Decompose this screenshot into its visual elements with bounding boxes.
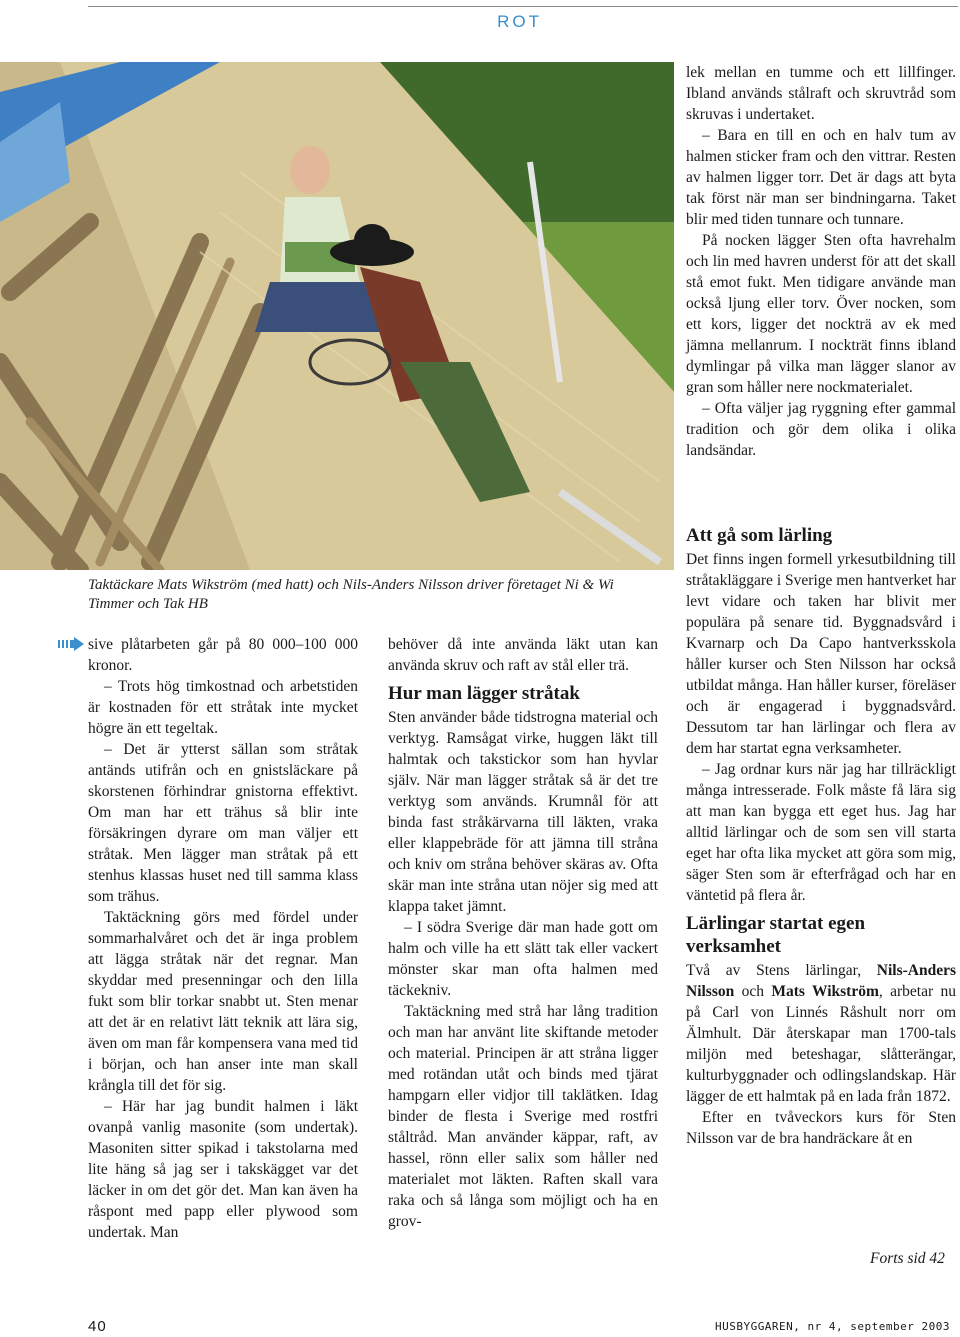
body-paragraph: – Här har jag bundit halmen i läkt ovanpå vanlig masonite (som undertak). Masoniten sitter spikad i takstolarna med lite häng så jag ser i takskägget var det läcker in om det gör det. Man kan även ha råspont med papp eller plywood som undertak. Man [88, 1098, 358, 1241]
photo-caption: Taktäckare Mats Wikström (med hatt) och Nils-Anders Nilsson driver företaget Ni & Wi Timmer och Tak HB [88, 577, 614, 612]
person-name: Mats Wikström [771, 983, 879, 1000]
body-paragraph: Taktäckning med strå har lång tradition och man har använt lite skiftande metoder och material. Principen är att stråna ligger med rotändan utåt och binds med tjärat hampgarn eller vidjor till taklätken. Idag binder de flesta i Sverige med rostfri ståltråd. Man använder käppar, raft, av hassel, rönn eller salix som håller ned materialet mot läkten. Raften skall vara raka och så långa som möjligt och ha en grov- [388, 1003, 658, 1230]
body-paragraph: sive plåtarbeten går på 80 000–100 000 kronor. [88, 636, 358, 674]
body-paragraph: – Trots hög timkostnad och arbetstiden är kostnaden för ett stråtak inte mycket högre än ett tegeltak. [88, 678, 358, 737]
page-number: 40 [88, 1318, 107, 1335]
continued-on-link: Forts sid 42 [870, 1250, 945, 1267]
body-paragraph: – Ofta väljer jag ryggning efter gammal tradition och gör dem olika i olika landsändar. [686, 400, 956, 459]
body-paragraph: – Det är ytterst sällan som stråtak antänds utifrån och en gnistsläckare på skorstenen förhindrar gnistorna effektivt. Om man har ett trähus så blir inte försäkringen dyrare om man väljer ett stråtak. Men lägger man stråtak på ett stenhus klassas huset ned till samma klass som trähus. [88, 741, 358, 905]
text-run: Två av Stens lärlingar, [686, 962, 877, 979]
continuation-lead [88, 634, 358, 676]
body-paragraph: lek mellan en tumme och ett lillfinger. Ibland används stålraft och skruvtråd som skruvas i undertaket. [686, 64, 956, 123]
body-paragraph: Sten använder både tidstrogna material och verktyg. Ramsågat virke, huggen läkt till halmtak och takstickor som han hyvlar själv. När man lägger stråtak så är det tre verktyg som används. Krumnål för att binda fast stråkärvarna till läkten, vraka eller klappebräde för att jämna till stråna och kniv om stråna behöver skäras av. Ofta skär man inte stråna utan nöjer sig med att klappa taket jämnt. [388, 709, 658, 915]
body-paragraph: – Jag ordnar kurs när jag har tillräckligt många intresserade. Folk måste få lära sig att man kan bygga ett eget hus. Jag har alltid lärlingar och de som sen vill starta eget har ofta lika mycket att göra som mig, säger Sten som är efterfrågad och har en väntetid på flera år. [686, 761, 956, 904]
column-3-top [686, 62, 956, 461]
subheading: Att gå som lärling [686, 525, 833, 546]
body-paragraph: behöver då inte använda läkt utan kan använda skruv och raft av stål eller trä. [388, 636, 658, 674]
section-label: ROT [497, 12, 542, 31]
continuation-arrow-icon [58, 637, 84, 651]
subheading: Hur man lägger stråtak [388, 683, 580, 704]
publication-footer: HUSBYGGAREN, nr 4, september 2003 [714, 1320, 950, 1333]
body-paragraph: – I södra Sverige där man hade gott om halm och ville ha ett slätt tak eller vackert mönster skar man ofta halmen med täckekniv. [388, 919, 658, 999]
body-paragraph: – Bara en till en och en halv tum av halmen sticker fram och den vittrar. Resten av halmen ligger torr. Det är dags att byta tak först när man ser bindningarna. Taket blir med tiden tunnare och tunnare. [686, 127, 956, 228]
top-rule [88, 6, 958, 7]
subheading: Lärlingar startat egen verksamhet [686, 913, 866, 957]
body-paragraph: Taktäckning görs med fördel under sommarhalvåret och det är inga problem att lägga stråtak när det regnar. Man skyddar med presenningar och den lilla fukt som blir torkar snabbt ut. Sten menar att det är en relativt lätt teknik att lära sig, även om man får kompensera vana med tid i början, och han anser inte man skall krångla till det för sig. [88, 909, 358, 1094]
text-run: och [734, 983, 772, 1000]
body-paragraph: Efter en tvåveckors kurs för Sten Nilsson var de bra handräckare åt en [686, 1109, 956, 1147]
person-name: Nils-Anders Nilsson [686, 962, 956, 1000]
column-3-bottom [686, 518, 956, 1149]
body-paragraph: Det finns ingen formell yrkesutbildning till stråtakläggare i Sverige men hantverket har levt vidare och taken har blivit mer populära på senare tid. Byggnadsvård i Kvarnarp och Da Capo hantverksskola håller kurser och Sten Nilsson har också utbildat många. Han håller kurser, föreläser och är engagerad i byggnadsvård. Dessutom tar han lärlingar och flera av dem har startat egna verksamheter. [686, 551, 956, 757]
text-run: , arbetar nu på Carl von Linnés Råshult norr om Älmhult. Där återskapar man 1700-tals miljön med beteshagar, slåtterängar, kulturbyggnader och odlingslandskap. Här lägger de ett halmtak på en lada från 1872. [686, 983, 956, 1105]
column-1 [88, 634, 358, 1243]
column-2 [388, 634, 658, 1232]
body-paragraph: På nocken lägger Sten ofta havrehalm och lin med havren underst för att det skall stå emot fukt. Men tidigare använde man också ljung eller torv. Över nocken, som ett kors, ligger det nockträ av ek med jämna mellanrum. I nockträt finns ibland dymlingar på vilka man lägger slanor av gran som håller nere nockmaterialet. [686, 232, 956, 396]
thatched-roof-photo [0, 62, 674, 570]
body-paragraph [686, 960, 956, 1107]
